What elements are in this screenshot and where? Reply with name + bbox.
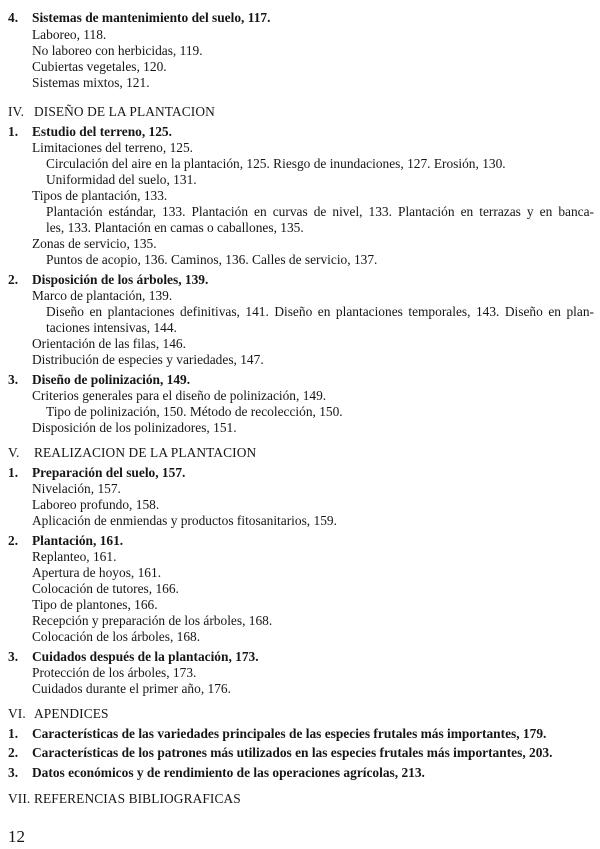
section-heading: Preparación del suelo, 157.	[32, 465, 186, 480]
entry-number: 1.	[8, 726, 19, 741]
entry-number: 3.	[8, 372, 19, 387]
chapter-roman-numeral: VII.	[8, 791, 31, 806]
subsection-entry: Laboreo, 118.	[32, 27, 107, 42]
subsection-entry: Disposición de los polinizadores, 151.	[32, 420, 237, 435]
section-heading: Datos económicos y de rendimiento de las operaciones agrícolas, 213.	[32, 765, 425, 780]
entry-number: 2.	[8, 745, 19, 760]
chapter-heading	[8, 791, 241, 807]
section-heading: Sistemas de mantenimiento del suelo, 117.	[32, 10, 271, 25]
section-heading: Disposición de los árboles, 139.	[32, 272, 209, 287]
subsection-entry: Laboreo profundo, 158.	[32, 497, 160, 512]
topic-line: les, 133. Plantación en camas o caballones, 135.	[46, 220, 304, 235]
chapter-title: DISEÑO DE LA PLANTACION	[34, 104, 215, 119]
subsection-entry: Zonas de servicio, 135.	[32, 236, 157, 251]
chapter-roman-numeral: V.	[8, 445, 20, 460]
entry-number: 1.	[8, 124, 19, 139]
chapter-title: APENDICES	[34, 706, 109, 721]
entry-number: 1.	[8, 465, 19, 480]
subsection-entry: Tipos de plantación, 133.	[32, 188, 168, 203]
topic-line: Uniformidad del suelo, 131.	[46, 172, 197, 187]
subsection-entry: Colocación de tutores, 166.	[32, 581, 179, 596]
subsection-entry: Replanteo, 161.	[32, 549, 117, 564]
entry-number: 4.	[8, 10, 19, 25]
chapter-heading	[8, 706, 109, 722]
subsection-entry: Aplicación de enmiendas y productos fitosanitarios, 159.	[32, 513, 337, 528]
chapter-heading	[8, 445, 256, 461]
chapter-roman-numeral: VI.	[8, 706, 26, 721]
topic-line: taciones intensivas, 144.	[46, 320, 177, 335]
section-heading: Estudio del terreno, 125.	[32, 124, 172, 139]
topic-line: Puntos de acopio, 136. Caminos, 136. Calles de servicio, 137.	[46, 252, 378, 267]
subsection-entry: Apertura de hoyos, 161.	[32, 565, 162, 580]
topic-line: Tipo de polinización, 150. Método de recolección, 150.	[46, 404, 343, 419]
subsection-entry: Tipo de plantones, 166.	[32, 597, 158, 612]
subsection-entry: Recepción y preparación de los árboles, 168.	[32, 613, 273, 628]
subsection-entry: Protección de los árboles, 173.	[32, 665, 197, 680]
entry-number: 2.	[8, 533, 19, 548]
chapter-title: REALIZACION DE LA PLANTACION	[34, 445, 257, 460]
subsection-entry: Sistemas mixtos, 121.	[32, 75, 150, 90]
section-heading: Cuidados después de la plantación, 173.	[32, 649, 259, 664]
subsection-entry: Distribución de especies y variedades, 147.	[32, 352, 264, 367]
chapter-heading	[8, 104, 215, 120]
subsection-entry: Marco de plantación, 139.	[32, 288, 173, 303]
page-number: 12	[8, 827, 25, 846]
section-heading: Características de los patrones más utilizados en las especies frutales más importantes, 203.	[32, 745, 553, 760]
subsection-entry: Cubiertas vegetales, 120.	[32, 59, 167, 74]
topic-line: Circulación del aire en la plantación, 125. Riesgo de inundaciones, 127. Erosión, 130.	[46, 156, 506, 171]
entry-number: 3.	[8, 649, 19, 664]
section-heading: Características de las variedades principales de las especies frutales más importantes, 179.	[32, 726, 547, 741]
subsection-entry: Orientación de las filas, 146.	[32, 336, 186, 351]
entry-number: 3.	[8, 765, 19, 780]
subsection-entry: Cuidados durante el primer año, 176.	[32, 681, 231, 696]
subsection-entry: Colocación de los árboles, 168.	[32, 629, 201, 644]
subsection-entry: Nivelación, 157.	[32, 481, 121, 496]
section-heading: Diseño de polinización, 149.	[32, 372, 191, 387]
subsection-entry: Criterios generales para el diseño de polinización, 149.	[32, 388, 327, 403]
subsection-entry: No laboreo con herbicidas, 119.	[32, 43, 203, 58]
topic-line: Diseño en plantaciones definitivas, 141. Diseño en plantaciones temporales, 143. Diseño en plan-	[46, 304, 594, 319]
entry-number: 2.	[8, 272, 19, 287]
section-heading: Plantación, 161.	[32, 533, 124, 548]
topic-line: Plantación estándar, 133. Plantación en curvas de nivel, 133. Plantación en terrazas y en banca-	[46, 204, 594, 219]
chapter-roman-numeral: IV.	[8, 104, 25, 119]
subsection-entry: Limitaciones del terreno, 125.	[32, 140, 194, 155]
chapter-title: REFERENCIAS BIBLIOGRAFICAS	[34, 791, 241, 806]
